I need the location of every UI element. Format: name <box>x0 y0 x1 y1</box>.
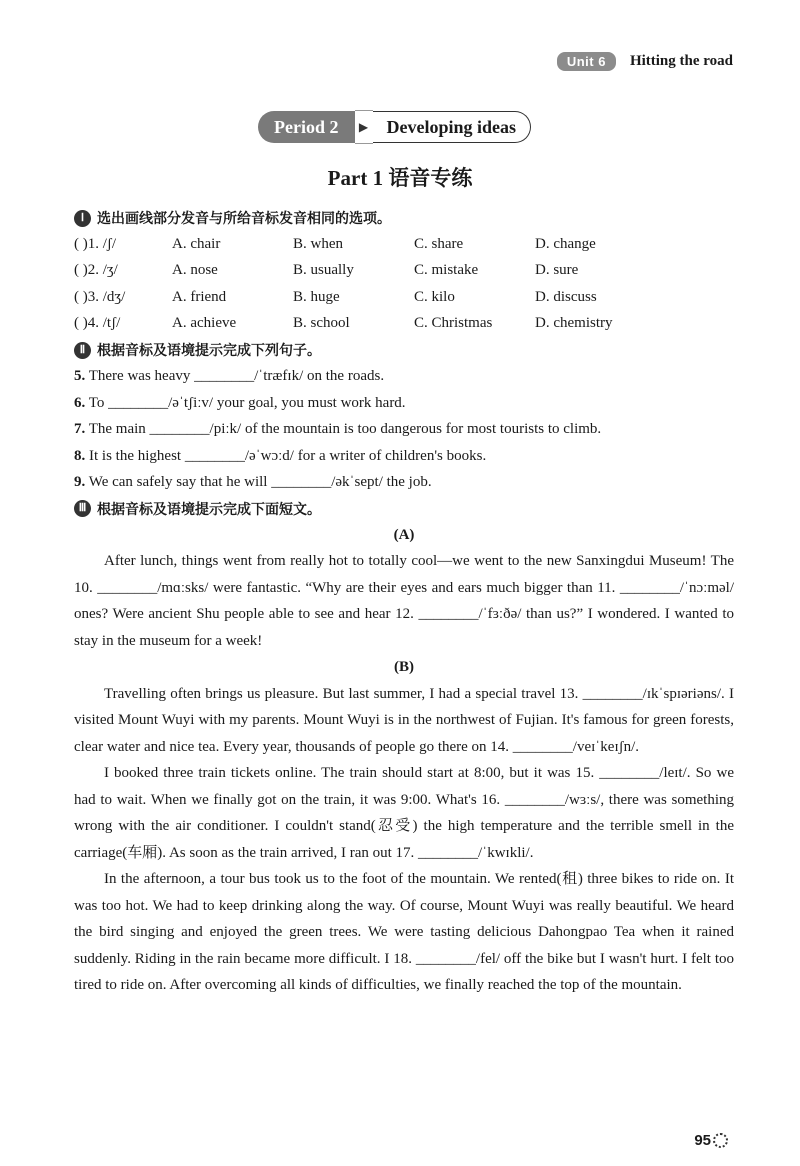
choice-row <box>74 311 734 338</box>
period-label: Period 2 <box>258 111 355 143</box>
fill-sentence <box>74 390 734 417</box>
option-d: D. sure <box>535 262 579 279</box>
option-a: A. friend <box>172 288 227 305</box>
passage-b-paragraph: Travelling often brings us pleasure. But last summer, I had a special travel 13. ________/ɪkˈspɪəriəns/. I visited Mount Wuyi with my parents. Mount Wuyi is in the northwest of Fujian. It's famous for green forests, clear water and nice tea. Every year, thousands of people go there on 14. ________/veɪˈkeɪʃn/. <box>74 685 734 755</box>
passage-b-label: (B) <box>394 659 414 675</box>
section-1-heading <box>74 205 734 231</box>
section-2-numeral-icon: Ⅱ <box>74 342 91 359</box>
sentence-number: 7. <box>74 421 86 437</box>
period-banner <box>258 110 531 144</box>
page-number <box>694 1132 728 1149</box>
unit-title: Hitting the road <box>629 53 733 69</box>
sentence-number: 8. <box>74 447 86 464</box>
sentence-text: It is the highest ________/əˈwɔːd/ for a writer of children's books. <box>89 447 487 464</box>
section-3-numeral-icon: Ⅲ <box>74 500 91 517</box>
arrow-icon: ▶ <box>355 110 373 144</box>
sentence-text: We can safely say that he will ________/əkˈsept/ the job. <box>88 474 432 490</box>
exercise-content <box>74 205 734 999</box>
choice-row <box>74 231 734 258</box>
option-c: C. share <box>414 235 464 252</box>
section-3-heading <box>74 496 734 522</box>
passage-a-label: (A) <box>393 526 415 543</box>
question-number: ( )1. /ʃ/ <box>74 235 117 252</box>
page-number-text: 95 <box>694 1132 711 1149</box>
option-a: A. chair <box>172 235 221 252</box>
option-c: C. kilo <box>414 288 455 305</box>
page-header <box>557 52 733 71</box>
period-subtitle: Developing ideas <box>373 111 532 143</box>
option-b: B. huge <box>293 288 340 305</box>
part-title: Part 1 语音专练 <box>327 166 473 190</box>
sentence-text: There was heavy ________/ˈtræfɪk/ on the roads. <box>88 368 385 384</box>
option-d: D. discuss <box>535 288 597 305</box>
fill-sentence <box>74 469 734 496</box>
section-2-instruction: 根据音标及语境提示完成下列句子。 <box>97 343 321 359</box>
fill-sentence <box>74 363 734 390</box>
option-d: D. change <box>535 235 596 252</box>
sentence-text: To ________/əˈtʃiːv/ your goal, you must work hard. <box>88 394 406 411</box>
option-a: A. achieve <box>172 315 237 332</box>
option-a: A. nose <box>172 262 218 279</box>
sentence-number: 6. <box>74 394 86 411</box>
option-b: B. when <box>293 235 343 252</box>
fill-sentence <box>74 443 734 470</box>
question-number: ( )2. /ʒ/ <box>74 262 118 279</box>
gear-icon <box>713 1133 728 1148</box>
option-b: B. school <box>293 315 350 332</box>
option-c: C. Christmas <box>414 315 493 332</box>
option-d: D. chemistry <box>535 315 613 332</box>
question-number: ( )4. /tʃ/ <box>74 315 121 332</box>
unit-badge: Unit 6 <box>557 52 616 71</box>
choice-row <box>74 284 734 311</box>
question-number: ( )3. /dʒ/ <box>74 288 126 305</box>
sentence-number: 9. <box>74 474 86 490</box>
choice-row <box>74 258 734 285</box>
section-1-instruction: 选出画线部分发音与所给音标发音相同的选项。 <box>97 211 391 227</box>
sentence-text: The main ________/piːk/ of the mountain is too dangerous for most tourists to climb. <box>88 421 602 437</box>
section-1-numeral-icon: Ⅰ <box>74 210 91 227</box>
passage-b-paragraph: In the afternoon, a tour bus took us to the foot of the mountain. We rented(租) three bikes to ride on. It was too hot. We had to keep drinking along the way. Of course, Mount Wuyi was really beautiful. We heard the bird singing and enjoyed the green trees. We were tasting delicious Dahongpao Tea when it rained suddenly. Riding in the rain became more difficult. I 18. ________/fel/ off the bike but I wasn't hurt. I felt too tired to ride on. After overcoming all kinds of difficulties, we finally reached the top of the mountain. <box>74 871 734 993</box>
fill-sentence <box>74 416 734 443</box>
section-3-instruction: 根据音标及语境提示完成下面短文。 <box>97 501 321 518</box>
passage-b-paragraph: I booked three train tickets online. The train should start at 8:00, but it was 15. ________/leɪt/. So we had to wait. When we finally got on the train, it was 9:00. What's 16. ________/wɜːs/, there was something wrong with the air conditioner. I couldn't stand(忍受) the high temperature and the terrible smell in the carriage(车厢). As soon as the train arrived, I ran out 17. ________/ˈkwɪkli/. <box>74 765 734 861</box>
section-2-heading <box>74 337 734 363</box>
passage-a: After lunch, things went from really hot to totally cool—we went to the new Sanxingdui Museum! The 10. ________/mɑːsks/ were fantastic. “Why are their eyes and ears much bigger than 11. ________/ˈnɔːməl/ ones? Were ancient Shu people able to see and hear 12. ________/ˈfɜːðə/ than us?” I wondered. I wanted to stay in the museum for a week! <box>74 553 734 649</box>
option-b: B. usually <box>293 262 354 279</box>
sentence-number: 5. <box>74 368 86 384</box>
option-c: C. mistake <box>414 262 479 279</box>
